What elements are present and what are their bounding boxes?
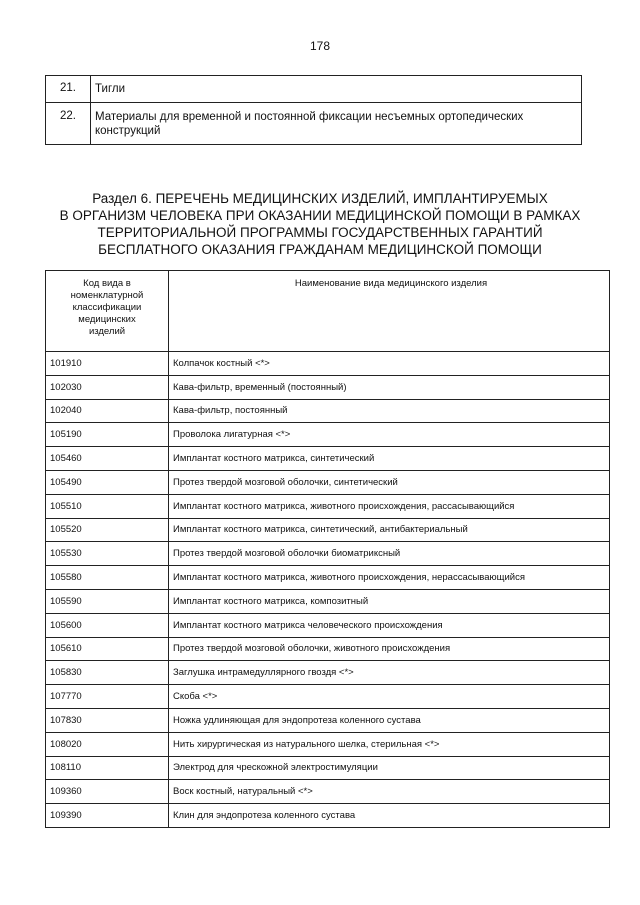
device-code: 105830 xyxy=(46,661,169,685)
table-row xyxy=(46,494,610,518)
section-title-line: ТЕРРИТОРИАЛЬНОЙ ПРОГРАММЫ ГОСУДАРСТВЕННЫХ ГАРАНТИЙ xyxy=(97,225,543,240)
device-code: 101910 xyxy=(46,352,169,376)
table-row xyxy=(46,756,610,780)
page-number: 178 xyxy=(309,39,331,53)
row-number: 21. xyxy=(46,76,91,103)
device-code: 109390 xyxy=(46,804,169,828)
device-name: Электрод для чрескожной электростимуляции xyxy=(169,756,610,780)
device-name: Имплантат костного матрикса, синтетический, антибактериальный xyxy=(169,518,610,542)
table-row xyxy=(46,685,610,709)
device-name: Клин для эндопротеза коленного сустава xyxy=(169,804,610,828)
table-row xyxy=(46,804,610,828)
table-body xyxy=(46,352,610,828)
header-line: Код вида в xyxy=(83,278,131,289)
device-name: Заглушка интрамедуллярного гвоздя <*> xyxy=(169,661,610,685)
device-code: 105510 xyxy=(46,494,169,518)
table-row xyxy=(46,542,610,566)
device-name: Воск костный, натуральный <*> xyxy=(169,780,610,804)
device-code: 107830 xyxy=(46,708,169,732)
continued-list-table xyxy=(45,75,582,145)
section-title xyxy=(40,190,600,258)
table-row xyxy=(46,732,610,756)
device-code: 105590 xyxy=(46,589,169,613)
row-text: Тигли xyxy=(91,76,582,103)
device-name: Имплантат костного матрикса, животного происхождения, нерассасывающийся xyxy=(169,566,610,590)
device-code: 102040 xyxy=(46,399,169,423)
table-row xyxy=(46,613,610,637)
device-code: 105490 xyxy=(46,470,169,494)
device-code: 108020 xyxy=(46,732,169,756)
table-row xyxy=(46,470,610,494)
header-line: номенклатурной xyxy=(70,290,144,301)
device-name: Проволока лигатурная <*> xyxy=(169,423,610,447)
table-row xyxy=(46,76,582,103)
table-row xyxy=(46,423,610,447)
section-title-line: В ОРГАНИЗМ ЧЕЛОВЕКА ПРИ ОКАЗАНИИ МЕДИЦИНСКОЙ ПОМОЩИ В РАМКАХ xyxy=(59,208,581,223)
header-line: изделий xyxy=(88,326,126,337)
device-name: Протез твердой мозговой оболочки, синтетический xyxy=(169,470,610,494)
device-code: 105520 xyxy=(46,518,169,542)
device-code: 102030 xyxy=(46,375,169,399)
table-row xyxy=(46,780,610,804)
table-row xyxy=(46,399,610,423)
device-code: 105600 xyxy=(46,613,169,637)
table-row xyxy=(46,352,610,376)
device-name: Ножка удлиняющая для эндопротеза коленного сустава xyxy=(169,708,610,732)
table-row xyxy=(46,518,610,542)
device-code: 105460 xyxy=(46,447,169,471)
section-title-line: БЕСПЛАТНОГО ОКАЗАНИЯ ГРАЖДАНАМ МЕДИЦИНСКОЙ ПОМОЩИ xyxy=(98,242,542,257)
device-name: Протез твердой мозговой оболочки, животного происхождения xyxy=(169,637,610,661)
name-column-header: Наименование вида медицинского изделия xyxy=(169,271,610,352)
table-row xyxy=(46,589,610,613)
device-code: 105530 xyxy=(46,542,169,566)
device-name: Кава-фильтр, постоянный xyxy=(169,399,610,423)
header-line: классификации xyxy=(72,302,142,313)
device-code: 105610 xyxy=(46,637,169,661)
device-name: Кава-фильтр, временный (постоянный) xyxy=(169,375,610,399)
implant-devices-table xyxy=(45,270,610,828)
device-name: Имплантат костного матрикса, синтетический xyxy=(169,447,610,471)
table-row xyxy=(46,708,610,732)
header-line: медицинских xyxy=(78,314,136,325)
device-name: Скоба <*> xyxy=(169,685,610,709)
device-name: Протез твердой мозговой оболочки биоматриксный xyxy=(169,542,610,566)
device-name: Нить хирургическая из натурального шелка, стерильная <*> xyxy=(169,732,610,756)
row-text: Материалы для временной и постоянной фиксации несъемных ортопедических конструкций xyxy=(91,103,582,145)
device-code: 105190 xyxy=(46,423,169,447)
device-code: 107770 xyxy=(46,685,169,709)
device-name: Колпачок костный <*> xyxy=(169,352,610,376)
table-header-row xyxy=(46,271,610,352)
section-title-line: Раздел 6. ПЕРЕЧЕНЬ МЕДИЦИНСКИХ ИЗДЕЛИЙ, ИМПЛАНТИРУЕМЫХ xyxy=(92,191,548,206)
table-row xyxy=(46,661,610,685)
code-column-header xyxy=(46,271,169,352)
device-name: Имплантат костного матрикса, композитный xyxy=(169,589,610,613)
table-row xyxy=(46,447,610,471)
table-row xyxy=(46,566,610,590)
device-name: Имплантат костного матрикса человеческого происхождения xyxy=(169,613,610,637)
row-number: 22. xyxy=(46,103,91,145)
device-code: 105580 xyxy=(46,566,169,590)
device-name: Имплантат костного матрикса, животного происхождения, рассасывающийся xyxy=(169,494,610,518)
table-row xyxy=(46,375,610,399)
device-code: 108110 xyxy=(46,756,169,780)
table-row xyxy=(46,637,610,661)
table-row xyxy=(46,103,582,145)
device-code: 109360 xyxy=(46,780,169,804)
